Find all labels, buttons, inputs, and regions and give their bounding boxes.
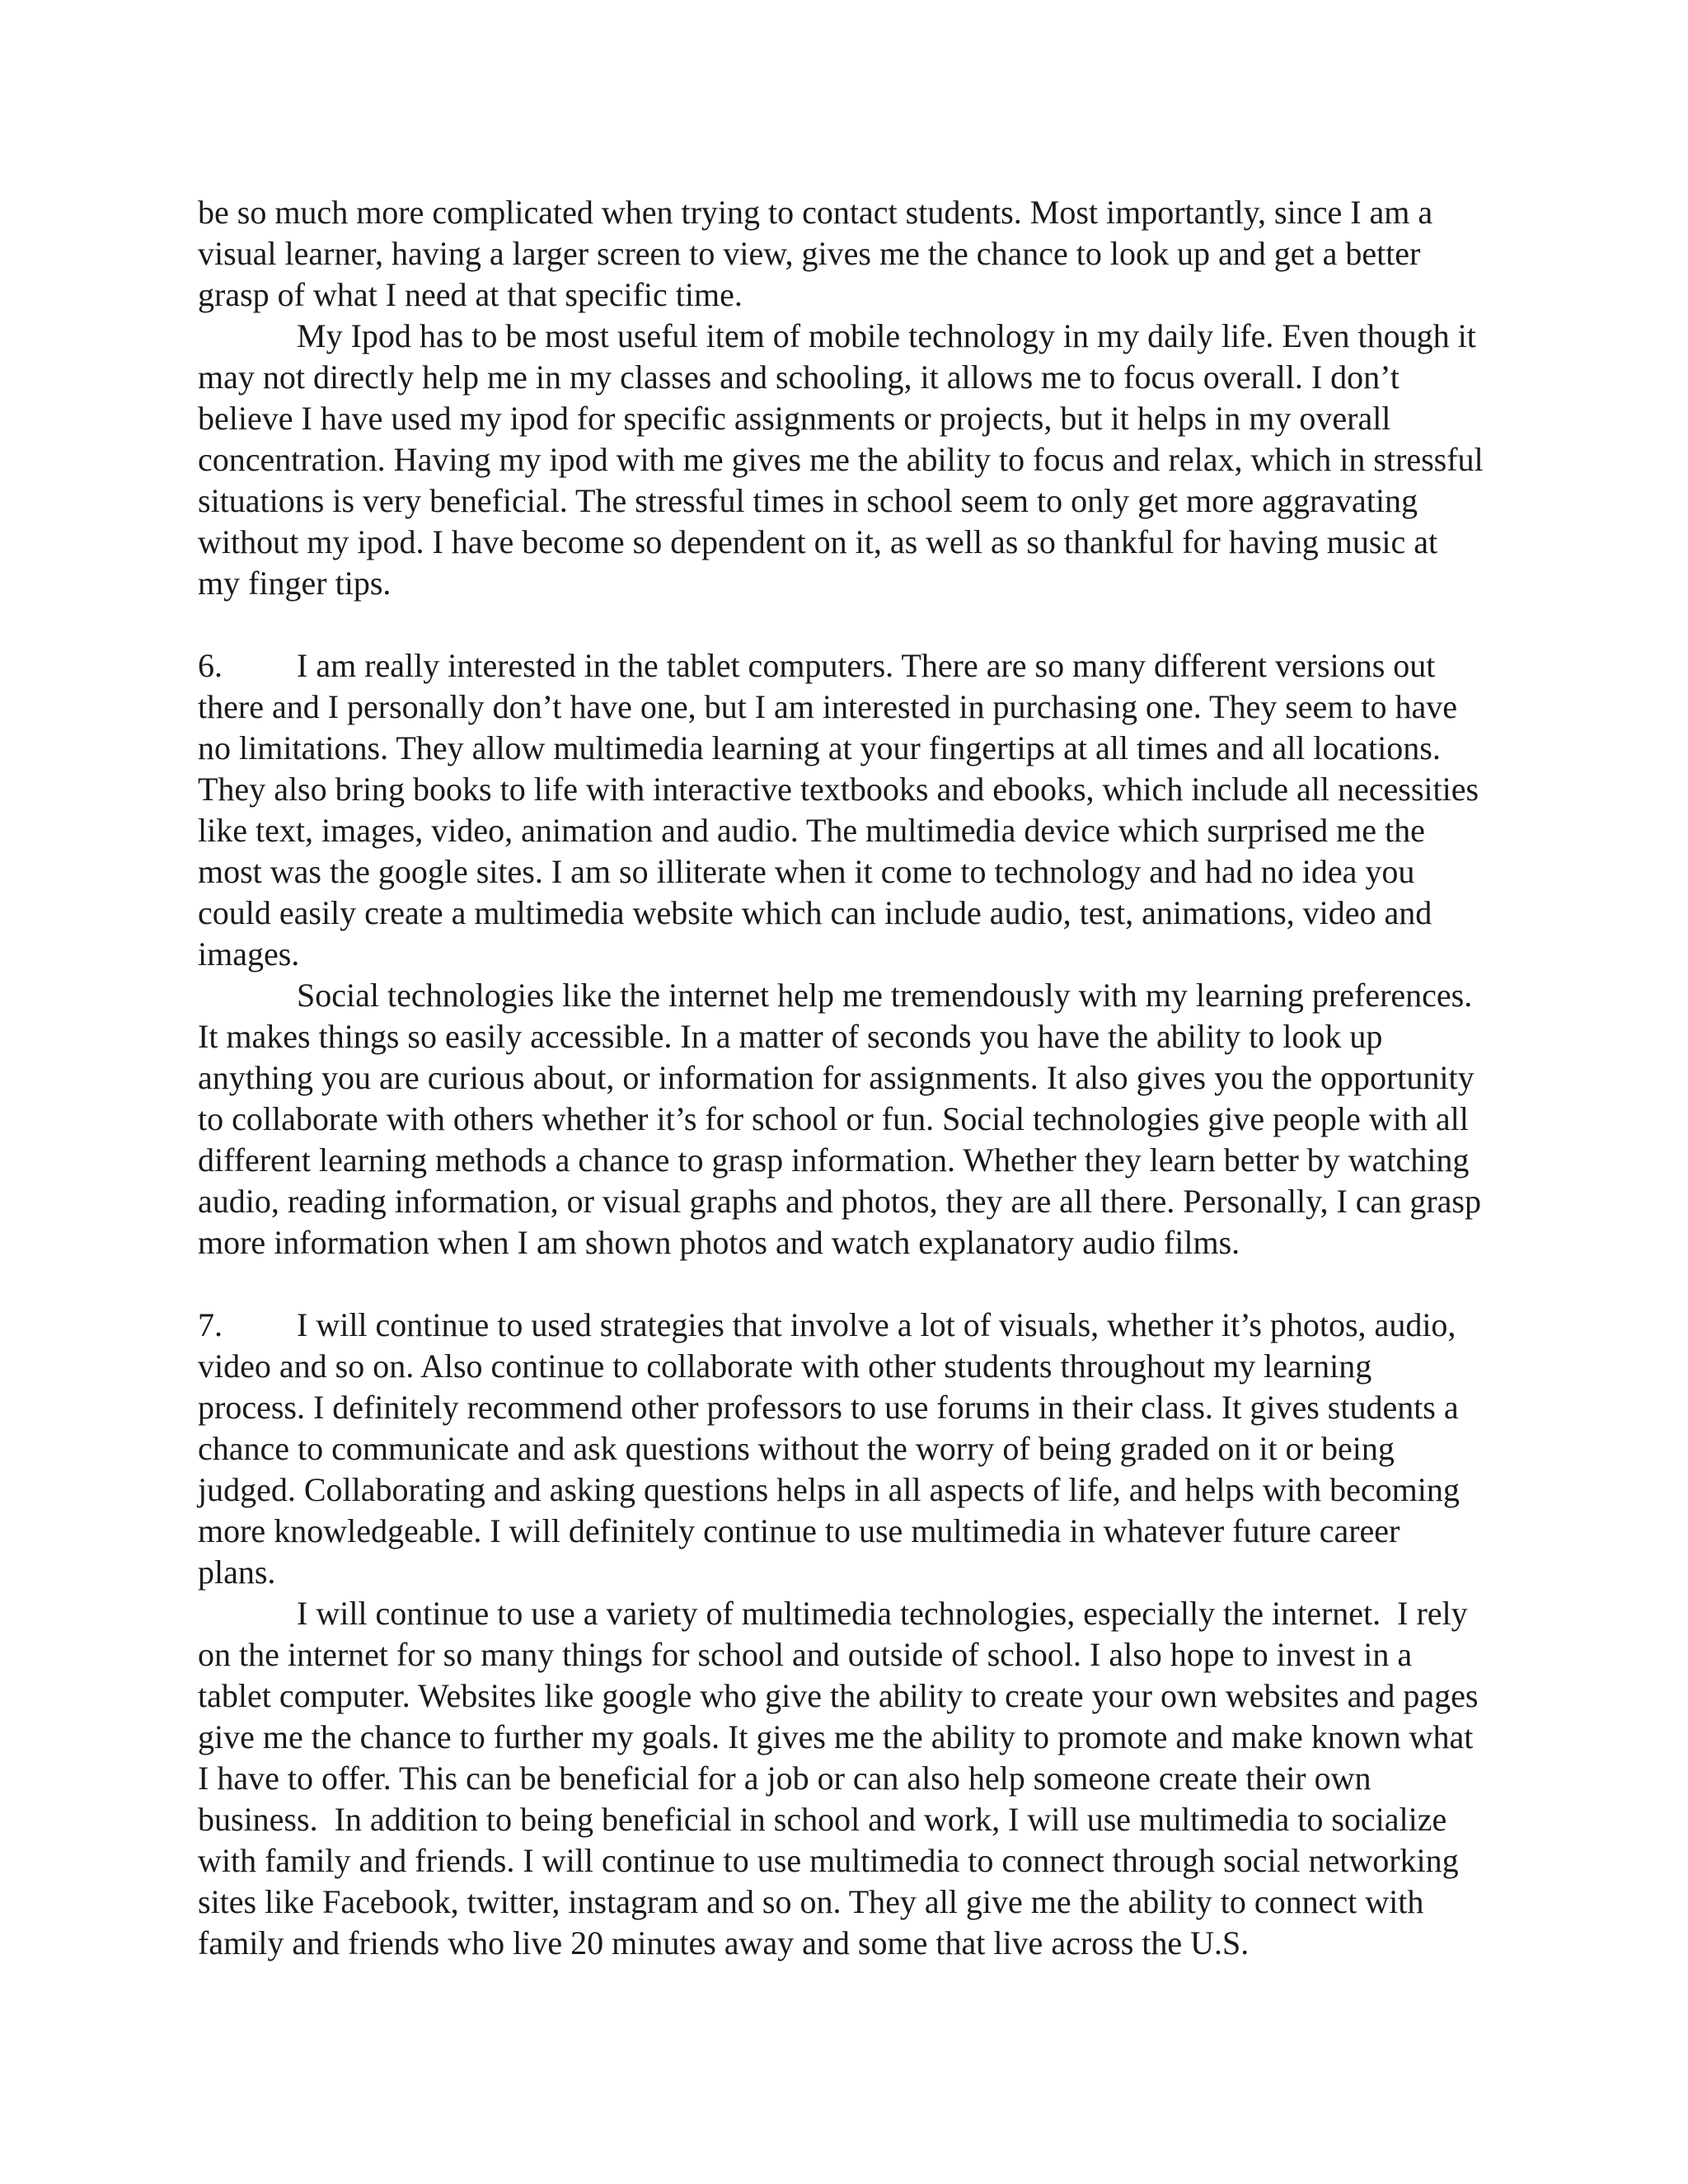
item-number: 6. (198, 647, 223, 684)
text-line: be so much more complicated when trying to contact students. Most importantly, since I am a (198, 194, 1433, 231)
paragraph-item-6 (198, 645, 1492, 975)
text-line: family and friends who live 20 minutes away and some that live across the U.S. (198, 1924, 1250, 1961)
text-line: They also bring books to life with interactive textbooks and ebooks, which include all necessities (198, 771, 1479, 808)
text-line: grasp of what I need at that specific time. (198, 276, 743, 313)
text-line: believe I have used my ipod for specific assignments or projects, but it helps in my overall (198, 400, 1391, 437)
text-line: tablet computer. Websites like google who give the ability to create your own websites and pages (198, 1677, 1479, 1714)
paragraph-multimedia-future (198, 1593, 1492, 1964)
numbered-first-line (198, 645, 1492, 687)
text-line: sites like Facebook, twitter, instagram and so on. They all give me the ability to connect with (198, 1883, 1424, 1920)
text-line: could easily create a multimedia website which can include audio, test, animations, video and (198, 894, 1432, 931)
text-line: I am really interested in the tablet computers. There are so many different versions out (297, 647, 1436, 684)
numbered-first-line (198, 1305, 1492, 1346)
text-line: concentration. Having my ipod with me gives me the ability to focus and relax, which in stressful (198, 441, 1484, 478)
text-line: no limitations. They allow multimedia learning at your fingertips at all times and all locations. (198, 729, 1441, 766)
text-line: process. I definitely recommend other professors to use forums in their class. It gives students a (198, 1389, 1459, 1426)
text-line: without my ipod. I have become so dependent on it, as well as so thankful for having music at (198, 523, 1438, 560)
text-line: judged. Collaborating and asking questions helps in all aspects of life, and helps with becoming (198, 1471, 1460, 1508)
text-line: Social technologies like the internet help me tremendously with my learning preferences. (297, 977, 1473, 1014)
text-line: give me the chance to further my goals. It gives me the ability to promote and make known what (198, 1718, 1474, 1755)
blank-line (198, 604, 1492, 645)
text-line: there and I personally don’t have one, but I am interested in purchasing one. They seem to have (198, 688, 1458, 725)
text-line: I will continue to used strategies that involve a lot of visuals, whether it’s photos, audio, (297, 1306, 1456, 1343)
paragraph-continuation (198, 192, 1492, 316)
document-body (198, 192, 1492, 1964)
text-line: more information when I am shown photos and watch explanatory audio films. (198, 1224, 1240, 1261)
paragraph-item-7 (198, 1305, 1492, 1593)
text-line: chance to communicate and ask questions without the worry of being graded on it or being (198, 1430, 1395, 1467)
text-line: more knowledgeable. I will definitely continue to use multimedia in whatever future career (198, 1512, 1400, 1549)
text-line: different learning methods a chance to grasp information. Whether they learn better by watching (198, 1141, 1470, 1179)
text-line: anything you are curious about, or information for assignments. It also gives you the opportunity (198, 1059, 1475, 1096)
text-line: images. (198, 935, 300, 972)
text-line: my finger tips. (198, 565, 392, 602)
text-line: I have to offer. This can be beneficial for a job or can also help someone create their own (198, 1760, 1372, 1797)
text-line: business. In addition to being beneficial in school and work, I will use multimedia to socialize (198, 1801, 1447, 1838)
text-line: most was the google sites. I am so illiterate when it come to technology and had no idea you (198, 853, 1415, 890)
blank-line (198, 1263, 1492, 1305)
text-line: It makes things so easily accessible. In a matter of seconds you have the ability to look up (198, 1018, 1383, 1055)
text-line: to collaborate with others whether it’s for school or fun. Social technologies give people with all (198, 1100, 1469, 1137)
text-line: like text, images, video, animation and audio. The multimedia device which surprised me the (198, 812, 1425, 849)
text-line: plans. (198, 1554, 276, 1591)
paragraph-social-technologies (198, 975, 1492, 1263)
text-line: may not directly help me in my classes and schooling, it allows me to focus overall. I don’t (198, 359, 1400, 396)
text-line: on the internet for so many things for school and outside of school. I also hope to invest in a (198, 1636, 1413, 1673)
text-line: audio, reading information, or visual graphs and photos, they are all there. Personally, I can grasp (198, 1183, 1481, 1220)
paragraph-ipod (198, 316, 1492, 604)
text-line: situations is very beneficial. The stressful times in school seem to only get more aggravating (198, 482, 1418, 519)
text-line: with family and friends. I will continue to use multimedia to connect through social networking (198, 1842, 1459, 1879)
item-number: 7. (198, 1306, 223, 1343)
text-line: My Ipod has to be most useful item of mobile technology in my daily life. Even though it (297, 317, 1476, 354)
text-line: video and so on. Also continue to collaborate with other students throughout my learning (198, 1347, 1372, 1385)
text-line: I will continue to use a variety of multimedia technologies, especially the internet. I rely (297, 1595, 1468, 1632)
text-line: visual learner, having a larger screen to view, gives me the chance to look up and get a better (198, 235, 1421, 272)
